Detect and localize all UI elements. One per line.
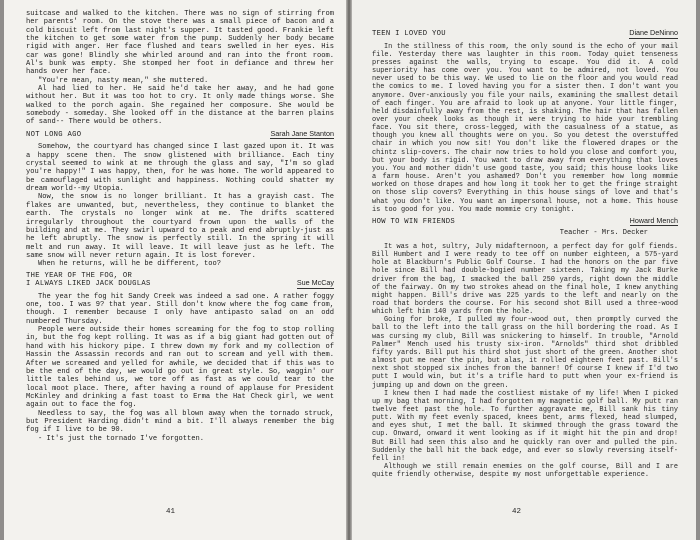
- paragraph: Although we still remain enemies on the golf course, Bill and I are quite friendly otherwise, despite my most unforgettable experience.: [372, 463, 678, 480]
- teacher-credit: Teacher - Mrs. Decker: [559, 229, 648, 238]
- paragraph: People were outside their homes screaming for the fog to stop rolling in, but the fog kept rolling. It was as if a big giant had gotten out of hand with his hickory pipe. I threw down my fork and my collection of Hassin the Assassin records and ran out to scream and yell with them. After we screamed and yelled for awhile, we decided that if this was to be the end of the day, we would go out in great style. So, waggin' our little tales behind us, we tore off as fast as we could tear to the local moot place. There, after having a round of applause for President McKinley and drinking a fast toast to Erma the Hat Check girl, we went again out to face the fog.: [26, 326, 334, 410]
- paragraph: In the stillness of this room, the only sound is the echo of your mail file. Yesterday there was laughter in this room. Today quiet tenseness presses against the walls, trying to escape. You did it. A cold superiority has come over you. You want to be admired, not loved. You never used to be this way. We used to lie on the floor and you would read the comics to me. I loved having you for a sister then. I don't want you anymore. Over-anxiously you file your nails, examining the smallest detail of each finger. You are afraid to look up at anyone. Your little finger, held disdainfully away from the rest, is shaking. The hair that has fallen over your cheek looks as though it were trying to hide your trembling face. You sit there, cross-legged, with the casualness of a statue, as though you knew all thoughts were on you. So you detest the overstuffed chair in which you now sit! You don't like the flowered drapes or the chintz slip-covers. The chair now tries to hold you close and comfort you, but your body is rigid. You want to draw away from everything that loves you. You and mother didn't use good taste, you said; this house looks like a farm house. Aren't you ashamed? Don't you remember how long mommie worked on those drapes and how long it took her to get the fringe straight on those slip covers? Everything in this house sings of love and that's what you don't like. You want an impersonal house, not a home. This house is too good for you. You made mommie cry tonight.: [372, 42, 678, 214]
- paragraph: Somehow, the courtyard has changed since I last gazed upon it. It was a happy scene then. The snow glistened with brilliance. Each tiny crystal seemed to wink at me through the glass and say, "I'm so glad you're happy!" I was happy, then, for he was home. The world appeared to be camouflaged with sunlight and happiness. Nothing could shatter my dream world--my Utopia.: [26, 143, 334, 194]
- left-page: [4, 0, 346, 540]
- story-title: THE YEAR OF THE FOG, OR: [26, 271, 133, 280]
- story-title: I ALWAYS LIKED JACK DOUGLAS: [26, 280, 151, 289]
- story-author: Diane DeNinno: [629, 28, 678, 37]
- story-title: HOW TO WIN FRIENDS: [372, 217, 456, 226]
- paragraph: - It's just the tornado I've forgotten.: [38, 434, 205, 443]
- story-title: TEEN I LOVED YOU: [372, 30, 446, 38]
- story-author: Sarah Jane Stanton: [270, 128, 334, 138]
- opening-story: [26, 10, 334, 127]
- story-header: [372, 29, 678, 39]
- right-page: [352, 0, 696, 540]
- paragraph: The year the fog hit Sandy Creek was indeed a sad one. A rather foggy one, too. I was 9? that year. Still don't know where the fog came from, though. I remember because I only have antipasto salad on an odd numbered Thursday.: [26, 292, 334, 326]
- story-header: [26, 272, 334, 289]
- story-header: [372, 217, 678, 227]
- paragraph: Al had lied to her. He said he'd take her away, and he had gone without her. But it was too hot to cry. It only made things worse. She walked to the porch again. She regained her composure. She would be somebody - someday. She looked off in the distance at the barren plains of sand-- There would be others.: [26, 85, 334, 127]
- story-header: [26, 130, 334, 140]
- story-author: Howard Mench: [629, 215, 678, 225]
- paragraph: It was a hot, sultry, July midafternoon, a perfect day for golf fiends. Bill Humbert and I were ready to tee off on number eighteen, a 575-yard hole at Blackburn's Public Golf Course. I had the honors on the par five hole since Bill had double-bogied number sixteen. Taking my Jack Burke driver from the bag, I smacked the ball 250 yards, right down the middle of the fairway. On my two strokes ahead on the final hole, I knew anything might happen. Bill's drive was 225 yards to the left and nearly on the road that borders the course. For his second shot Bill used a three-wood which left him 140 yards from the hole.: [372, 242, 678, 317]
- paragraph: Now, the snow is no longer brilliant. It has a grayish cast. The flakes are unwanted, but, nevertheless, they continue to blanket the earth. The crystals no longer wink at me. The drifts scattered irregularly throughout the courtyard frown upon the walls of the building and at me. They swirl upward to a peak and end abruptly-just as he left abruptly. The snow is perfectly still. In the spring it will melt and run away. It will leave. It will leave just as he left. The same snow will never return again. It is lost forever.: [26, 193, 334, 260]
- paragraph: "You're mean, nasty mean," she muttered.: [38, 76, 209, 85]
- paragraph: I knew then I had made the costliest mistake of my life! When I picked up my bag that morning, I had forgotten my magnetic golf ball. My putt ran twelve feet past the hole. To further aggravate me, Bill sank his tiny putt. With my feet evenly spaced, knees bent, arms flexed, head slumped, and eyes shut, I met the ball. It skimmed through the grass toward the cup. Onward, onward it went looking as if it might hit the pin and drop! But Bill had seen this also and he quickly ran over and pulled the pin. Suddenly the ball hit the back edge, and ever so slowly reversing itself-fell in!: [372, 389, 678, 463]
- story-title: NOT LONG AGO: [26, 130, 82, 139]
- paragraph: When he returns, will he be different, too?: [38, 260, 222, 269]
- paragraph: suitcase and walked to the kitchen. There was no sign of stirring from her parents' room. On the stove there was a small piece of bacon and a cold biscuit left from last night's supper. It tasted good. Frankie left the kitchen to get some water from the pump. Suddenly her body became rigid with anger. Her face flushed and tears swelled in her eyes. His car was gone! Blindly she whirled around and ran into the front room. Al's bunk was empty. She stomped her foot in defiance and threw her hands over her face.: [26, 10, 334, 77]
- page-number: 42: [512, 508, 522, 516]
- paragraph: Going for broke, I pulled my four-wood out, then promptly curved the ball to the left into the tall grass on the hill bordering the road. As I was cursing my club, Bill was snickering to himself. In trouble, "Arnold Palmer" Mench used his trusty six-iron. "Arnolds" third shot dribbled fifty yards. Bill put his third shot just short of the green. Another shot almost put me near the pin, but alas, it rolled eighteen feet past. Bill's next shot stopped six inches from the banner! Of course I knew if I'd two putt I would win, but it's a trifle hard to putt when your ex-friend is jumping up and down on the green.: [372, 316, 678, 390]
- page-number: 41: [166, 508, 176, 516]
- story-author: Sue McCay: [296, 278, 334, 288]
- paragraph: Needless to say, the fog was all blown away when the tornado struck, but President Harding didn't mind a bit. I'll always remember the big fog if I live to be 90.: [26, 409, 334, 435]
